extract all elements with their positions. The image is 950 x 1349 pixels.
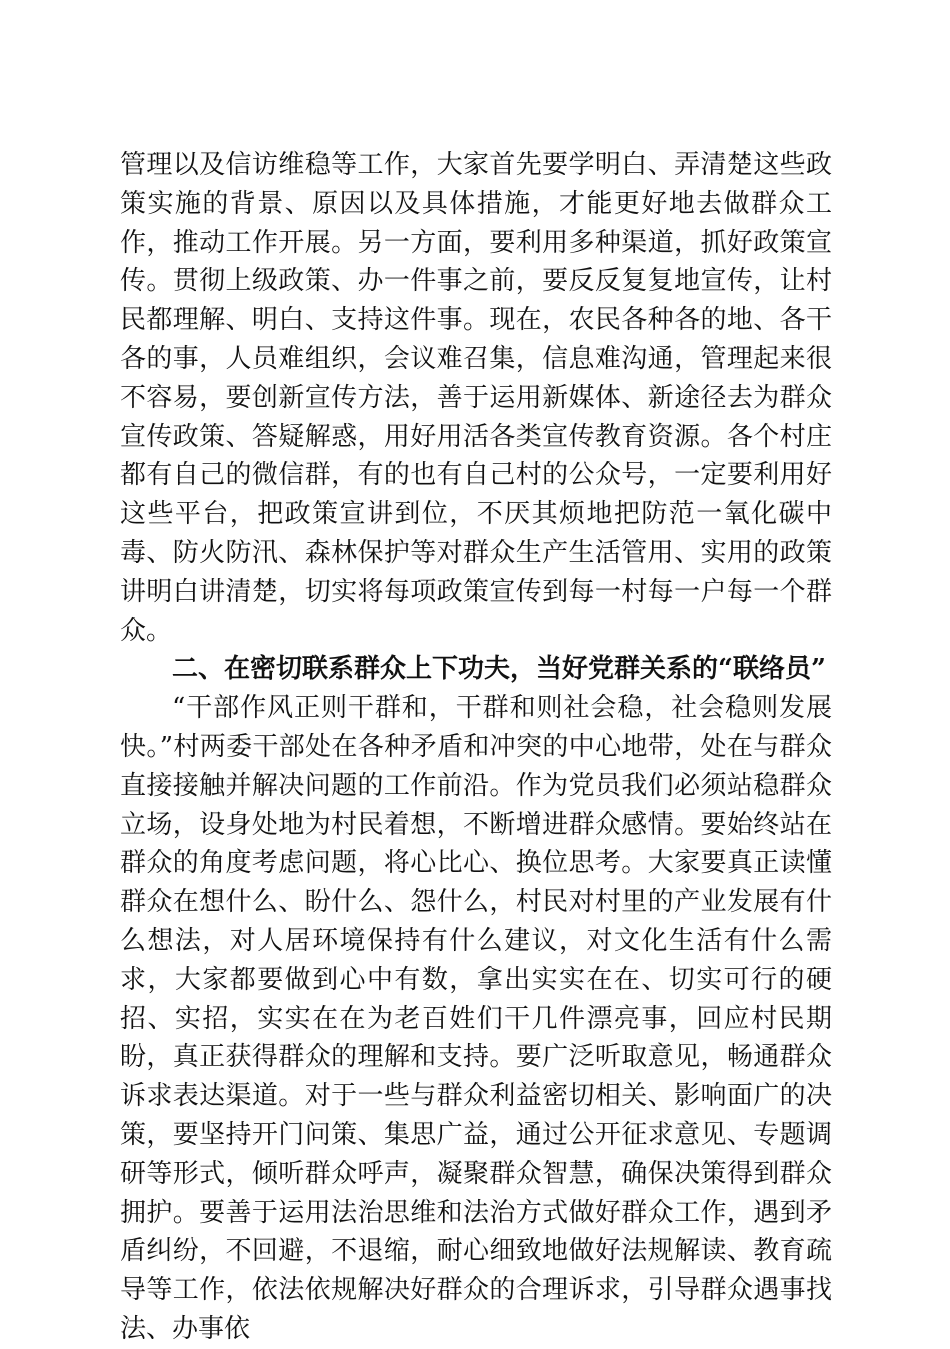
section-heading: 二、在密切联系群众上下功夫，当好党群关系的“联络员” xyxy=(172,654,826,685)
body-paragraph-continued: 管理以及信访维稳等工作，大家首先要学明白、弄清楚这些政策实施的背景、原因以及具体措施，才能更好地去做群众工作，推动工作开展。另一方面，要利用多种渠道，抓好政策宣传。贯彻上级政策、办一件事之前，要反反复复地宣传，让村民都理解、明白、支持这件事。现在，农民各种各的地、各干各的事，人员难组织，会议难召集，信息难沟通，管理起来很不容易，要创新宣传方法，善于运用新媒体、新途径去为群众宣传政策、答疑解惑，用好用活各类宣传教育资源。各个村庄都有自己的微信群，有的也有自己村的公众号，一定要利用好这些平台，把政策宣讲到位，不厌其烦地把防范一氧化碳中毒、防火防汛、森林保护等对群众生产生活管用、实用的政策讲明白讲清楚，切实将每项政策宣传到每一村每一户每一个群众。 xyxy=(120,150,832,646)
body-paragraph-section-two: “干部作风正则干群和，干群和则社会稳，社会稳则发展快。”村两委干部处在各种矛盾和冲突的中心地带，处在与群众直接接触并解决问题的工作前沿。作为党员我们必须站稳群众立场，设身处地为村民着想，不断增进群众感情。要始终站在群众的角度考虑问题，将心比心、换位思考。大家要真正读懂群众在想什么、盼什么、怨什么，村民对村里的产业发展有什么想法，对人居环境保持有什么建议，对文化生活有什么需求，大家都要做到心中有数，拿出实实在在、切实可行的硬招、实招，实实在在为老百姓们干几件漂亮事，回应村民期盼，真正获得群众的理解和支持。要广泛听取意见，畅通群众诉求表达渠道。对于一些与群众利益密切相关、影响面广的决策，要坚持开门问策、集思广益，通过公开征求意见、专题调研等形式，倾听群众呼声，凝聚群众智慧，确保决策得到群众拥护。要善于运用法治思维和法治方式做好群众工作，遇到矛盾纠纷，不回避，不退缩，耐心细致地做好法规解读、教育疏导等工作，依法依规解决好群众的合理诉求，引导群众遇事找法、办事依 xyxy=(120,693,832,1344)
document-page xyxy=(120,146,832,1349)
